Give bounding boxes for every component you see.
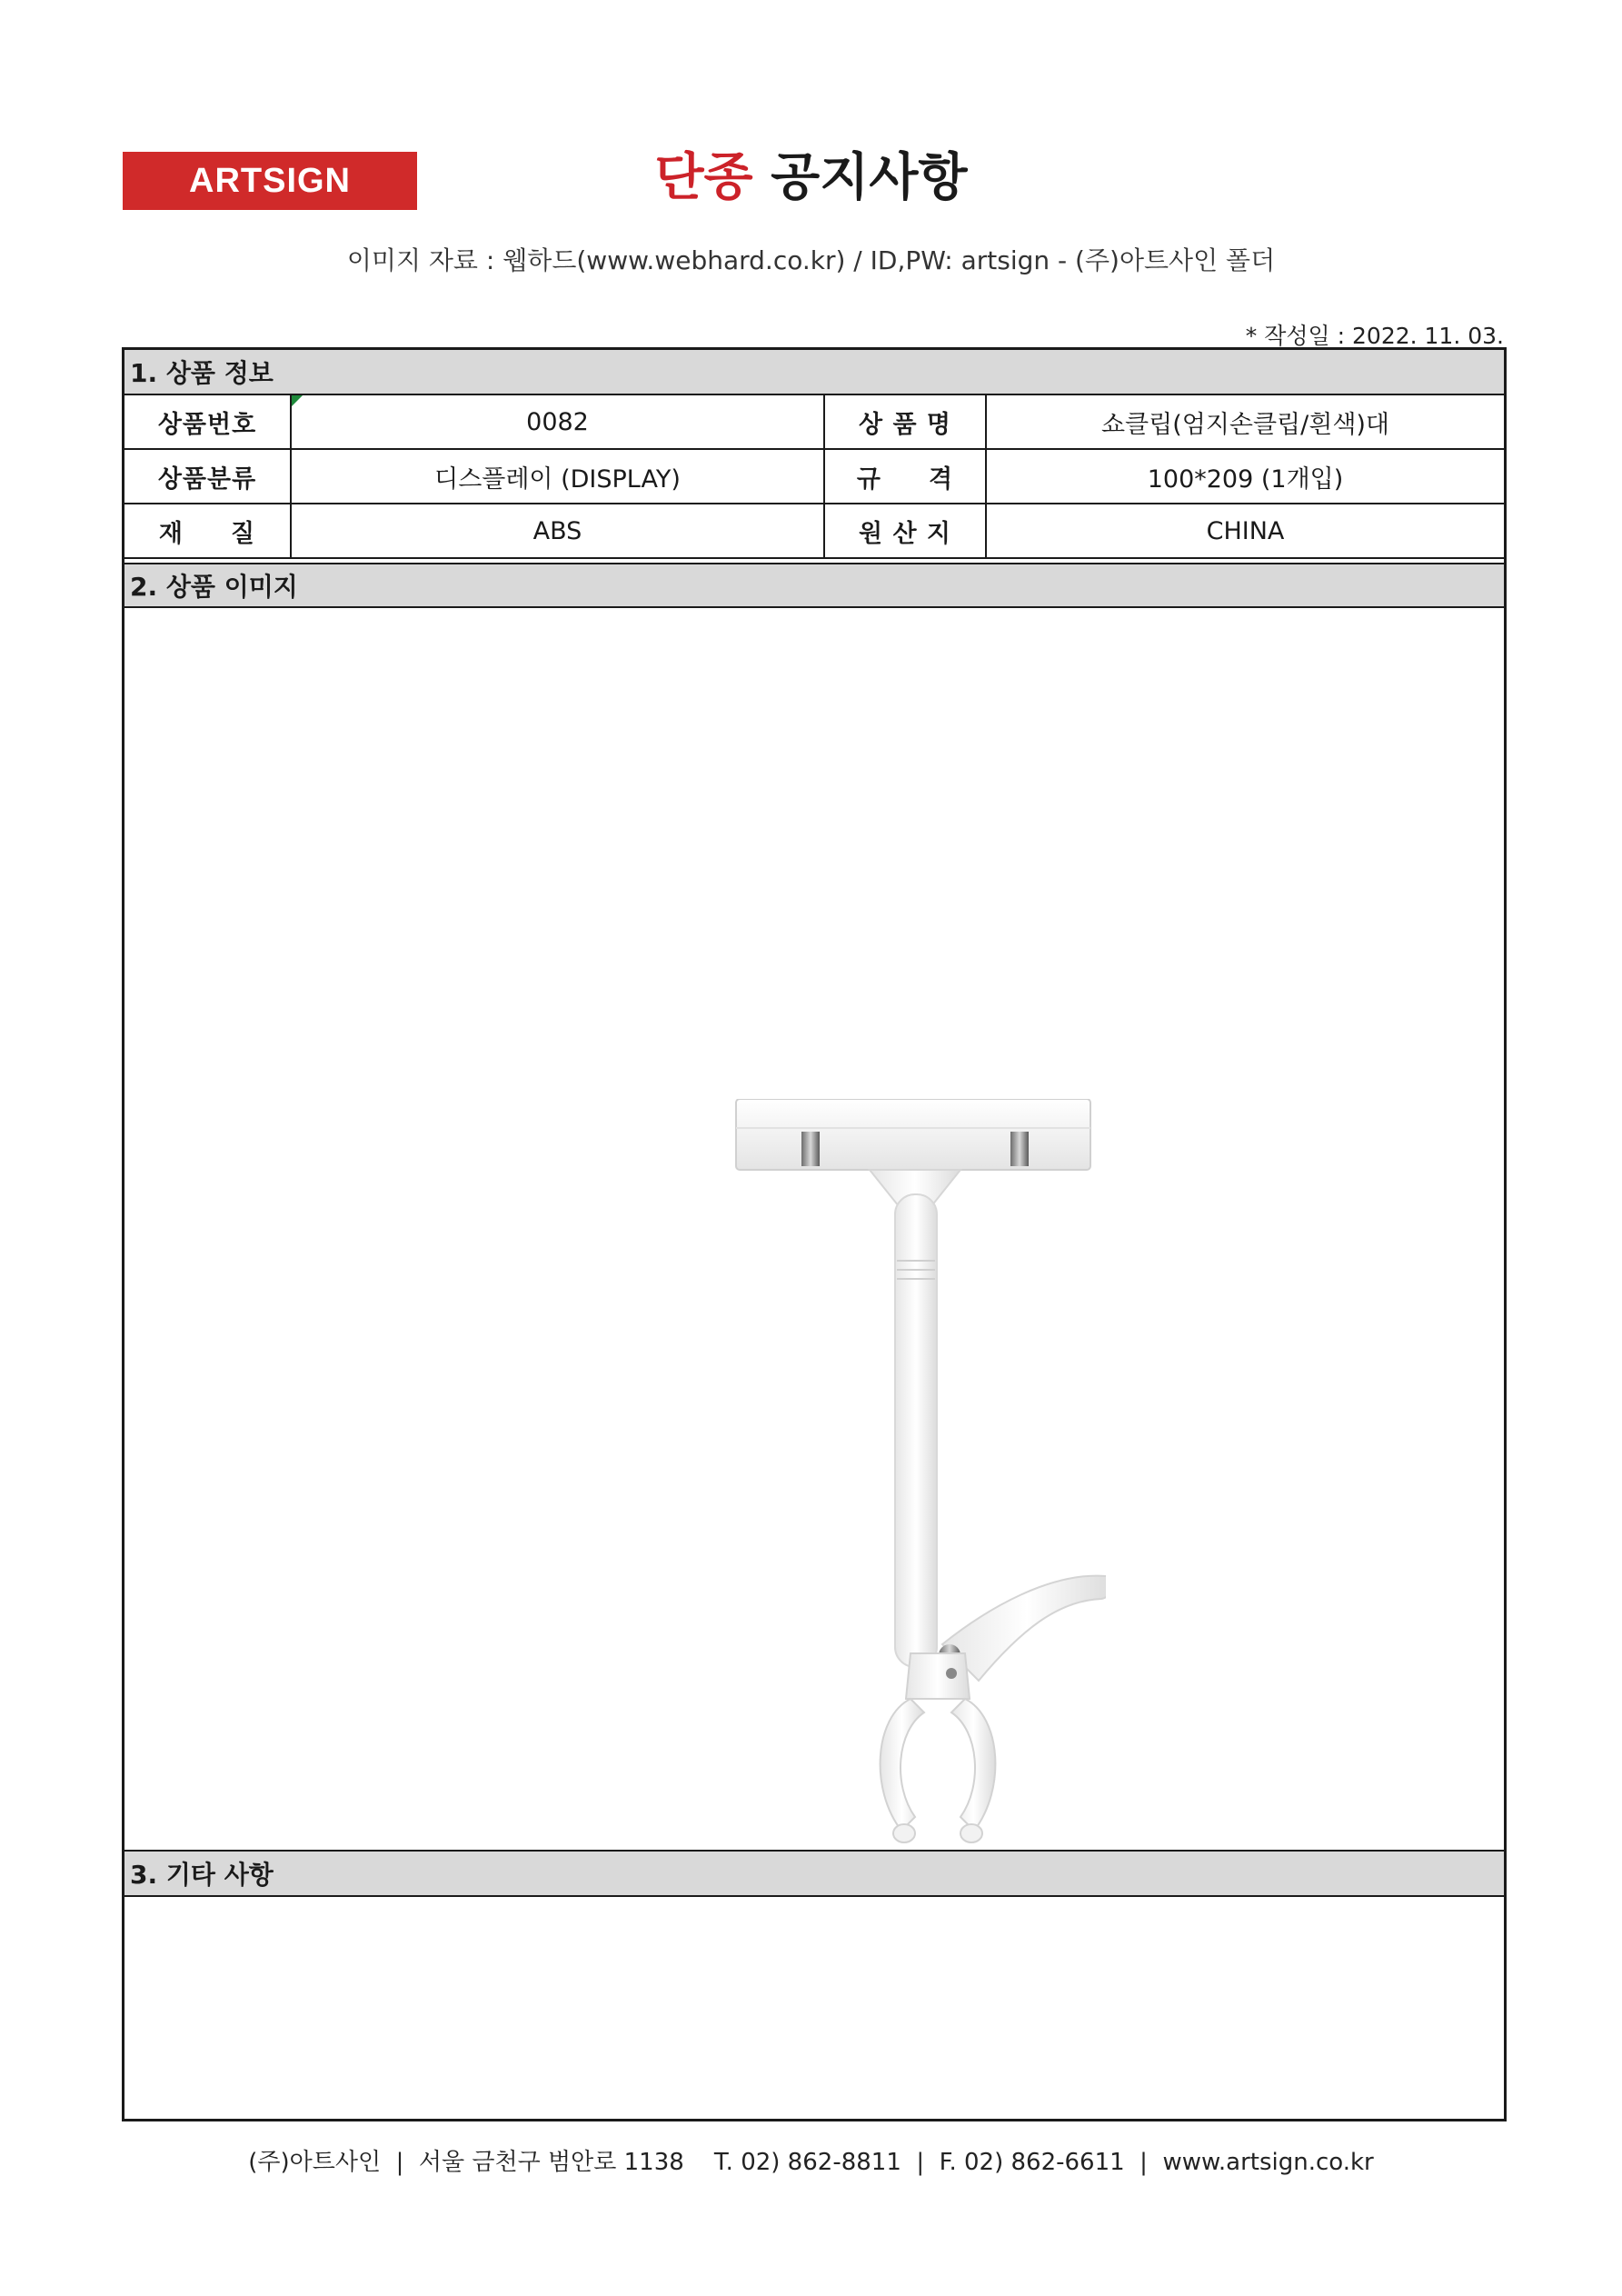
value-product-category: 디스플레이 (DISPLAY) [291, 449, 824, 504]
label-material: 재 질 [124, 504, 291, 558]
written-date: * 작성일 : 2022. 11. 03. [1245, 323, 1504, 349]
value-material: ABS [291, 504, 824, 558]
section-product-info-header: 1. 상품 정보 [124, 350, 1504, 395]
section-product-image-header: 2. 상품 이미지 [124, 563, 1504, 608]
section-other-notes-header: 3. 기타 사항 [124, 1850, 1504, 1897]
notice-frame [122, 347, 1507, 2121]
value-origin: CHINA [986, 504, 1504, 558]
image-source-note: 이미지 자료 : 웹하드(www.webhard.co.kr) / ID,PW: artsign - (주)아트사인 폴더 [346, 245, 1276, 275]
page-title [0, 145, 1622, 211]
value-specification: 100*209 (1개입) [986, 449, 1504, 504]
company-footer: (주)아트사인 | 서울 금천구 범안로 1138 T. 02) 862-8811 | F. 02) 862-6611 | www.artsign.co.kr [248, 2149, 1374, 2176]
product-info-table [124, 395, 1504, 559]
show-clip-image [597, 1099, 1106, 1917]
table-row [124, 504, 1504, 558]
label-product-category: 상품분류 [124, 449, 291, 504]
table-row [124, 449, 1504, 504]
label-product-number: 상품번호 [124, 395, 291, 449]
table-row [124, 395, 1504, 449]
value-product-number: 0082 [291, 395, 824, 449]
label-origin: 원 산 지 [824, 504, 986, 558]
value-product-name: 쇼클립(엄지손클립/흰색)대 [986, 395, 1504, 449]
title-discontinued: 단종 [654, 148, 753, 207]
label-specification: 규 격 [824, 449, 986, 504]
product-image-area [124, 608, 1504, 1850]
title-notice: 공지사항 [771, 148, 968, 207]
artsign-logo: ARTSIGN [123, 152, 417, 210]
label-product-name: 상 품 명 [824, 395, 986, 449]
